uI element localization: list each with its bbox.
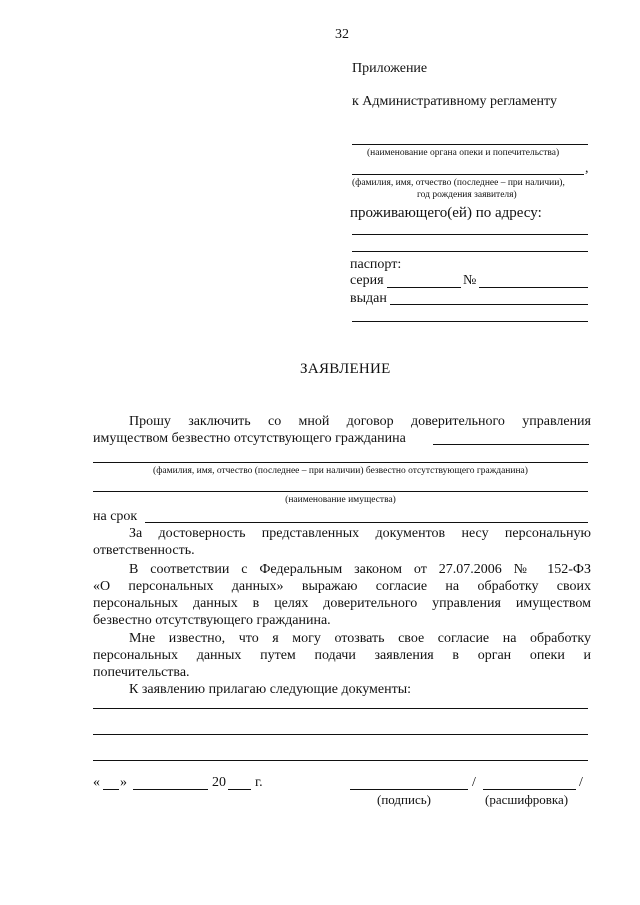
address-field-line2[interactable] [352, 251, 588, 252]
document-title: ЗАЯВЛЕНИЕ [300, 361, 391, 377]
revoke-line2: персональных данных путем подачи заявления в орган опеки и [93, 648, 591, 663]
date-day-field[interactable] [103, 789, 119, 790]
residence-label: проживающего(ей) по адресу: [350, 205, 542, 221]
consent-line1: В соответствии с Федеральным законом от 27.07.2006 № 152-ФЗ [129, 562, 591, 577]
signature-slash-1: / [472, 775, 476, 790]
signature-caption: (подпись) [377, 792, 431, 807]
issued-label: выдан [350, 291, 387, 306]
address-field-line1[interactable] [352, 234, 588, 235]
revoke-line3: попечительства. [93, 665, 190, 680]
applicant-name-field[interactable] [352, 174, 584, 175]
organ-name-caption: (наименование органа опеки и попечительства) [367, 148, 560, 158]
page-number: 32 [335, 27, 349, 42]
signature-field[interactable] [350, 789, 468, 790]
consent-line4: безвестно отсутствующего гражданина. [93, 613, 331, 628]
signature-slash-2: / [579, 775, 583, 790]
number-field[interactable] [479, 287, 588, 288]
organ-name-field[interactable] [352, 144, 588, 145]
decode-caption: (расшифровка) [485, 792, 569, 807]
date-year-suffix: г. [255, 775, 263, 790]
consent-line3: персональных данных в целях доверительного управления имуществом [93, 596, 591, 611]
term-field[interactable] [145, 522, 588, 523]
date-month-field[interactable] [133, 789, 208, 790]
issued-field[interactable] [390, 304, 588, 305]
series-field[interactable] [387, 287, 461, 288]
responsibility-line1: За достоверность представленных документов несу персональную [129, 526, 591, 541]
number-label: № [463, 273, 477, 288]
property-field[interactable] [93, 491, 588, 492]
missing-person-field-line2[interactable] [93, 462, 588, 463]
term-label: на срок [93, 509, 138, 524]
request-line1: Прошу заключить со мной договор доверительного управления [129, 414, 591, 429]
date-year-field[interactable] [228, 789, 251, 790]
missing-person-caption: (фамилия, имя, отчество (последнее – при наличии) безвестно отсутствующего гражданина) [153, 466, 528, 476]
attachments-field-line2[interactable] [93, 734, 588, 735]
date-close-quote: » [120, 775, 127, 790]
decode-field[interactable] [483, 789, 576, 790]
date-year-prefix: 20 [212, 775, 226, 790]
issued-field-line2[interactable] [352, 321, 588, 322]
request-line2: имуществом безвестно отсутствующего гражданина [93, 431, 406, 446]
revoke-line1: Мне известно, что я могу отозвать свое согласие на обработку [129, 631, 591, 646]
attachments-field-line1[interactable] [93, 708, 588, 709]
series-label: серия [350, 273, 384, 288]
attachments-label: К заявлению прилагаю следующие документы: [129, 682, 412, 697]
date-open-quote: « [93, 775, 100, 790]
appendix-subtitle: к Административному регламенту [352, 94, 557, 109]
attachments-field-line3[interactable] [93, 760, 588, 761]
passport-label: паспорт: [350, 257, 402, 272]
appendix-title: Приложение [352, 61, 428, 76]
applicant-comma: , [585, 161, 589, 176]
missing-person-field[interactable] [433, 444, 589, 445]
applicant-caption-line2: год рождения заявителя) [417, 190, 517, 200]
consent-line2: «О персональных данных» выражаю согласие на обработку своих [93, 579, 591, 594]
responsibility-line2: ответственность. [93, 543, 195, 558]
applicant-caption-line1: (фамилия, имя, отчество (последнее – при наличии), [352, 178, 565, 188]
property-caption: (наименование имущества) [285, 495, 396, 505]
